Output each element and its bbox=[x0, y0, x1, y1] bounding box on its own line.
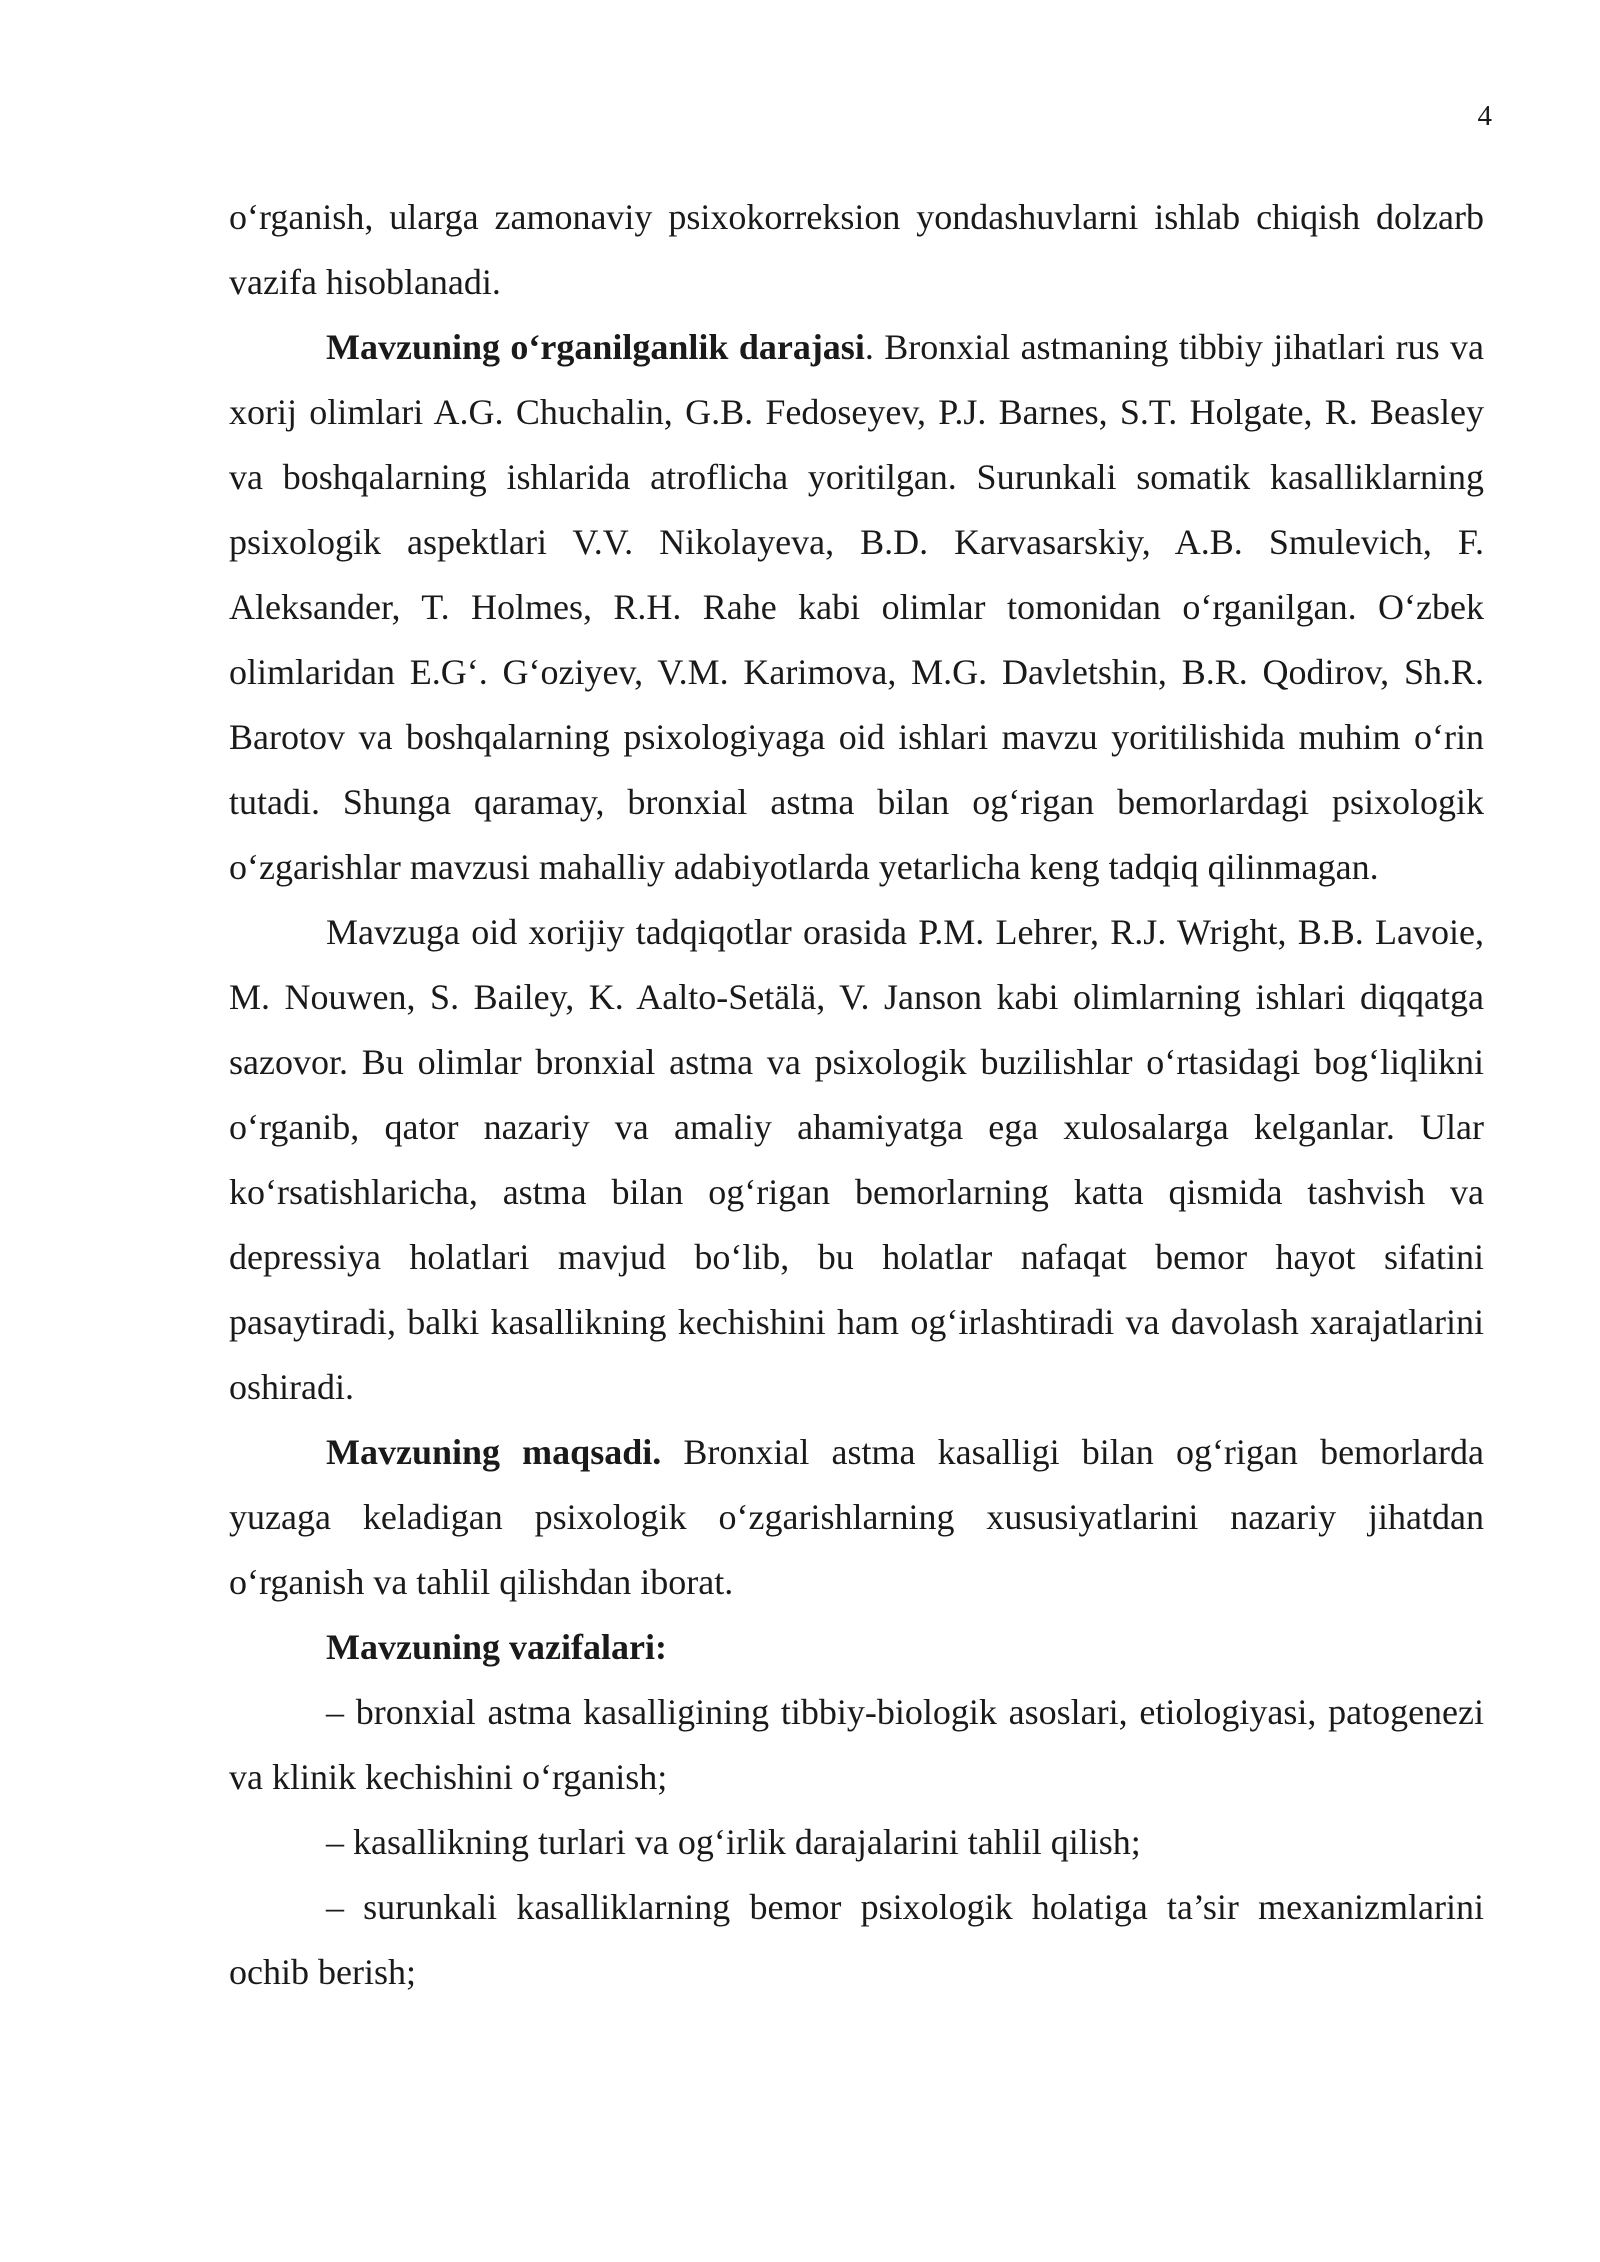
document-body bbox=[229, 185, 1484, 2005]
page-number: 4 bbox=[1477, 100, 1492, 132]
section-heading-tasks: Mavzuning vazifalari: bbox=[326, 1627, 667, 1667]
paragraph-intro-continuation bbox=[229, 185, 1484, 315]
paragraph-tasks-heading bbox=[229, 1615, 1484, 1680]
list-item-task-3: – surunkali kasalliklarning bemor psixologik holatiga ta’sir mexanizmlarini ochib berish; bbox=[229, 1887, 1484, 1992]
list-item-task-2: – kasallikning turlari va og‘irlik darajalarini tahlil qilish; bbox=[326, 1822, 1141, 1862]
section-heading-research-degree: Mavzuning o‘rganilganlik darajasi bbox=[326, 327, 865, 367]
paragraph-text: . Bronxial astmaning tibbiy jihatlari rus va xorij olimlari A.G. Chuchalin, G.B. Fedoseyev, P.J. Barnes, S.T. Holgate, R. Beasley va boshqalarning ishlarida atroflicha yoritilgan. Surunkali somatik kasalliklarning psixologik aspektlari V.V. Nikolayeva, B.D. Karvasarskiy, A.B. Smulevich, F. Aleksander, T. Holmes, R.H. Rahe kabi olimlar tomonidan o‘rganilgan. O‘zbek olimlaridan E.G‘. G‘oziyev, V.M. Karimova, M.G. Davletshin, B.R. Qodirov, Sh.R. Barotov va boshqalarning psixologiyaga oid ishlari mavzu yoritilishida muhim o‘rin tutadi. Shunga qaramay, bronxial astma bilan og‘rigan bemorlardagi psixologik o‘zgarishlar mavzusi mahalliy adabiyotlarda yetarlicha keng tadqiq qilinmagan. bbox=[229, 327, 1484, 887]
section-heading-goal: Mavzuning maqsadi. bbox=[326, 1432, 662, 1472]
paragraph-text: Mavzuga oid xorijiy tadqiqotlar orasida P.M. Lehrer, R.J. Wright, B.B. Lavoie, M. Nouwen, S. Bailey, K. Aalto-Setälä, V. Janson kabi olimlarning ishlari diqqatga sazovor. Bu olimlar bronxial astma va psixologik buzilishlar o‘rtasidagi bog‘liqlikni o‘rganib, qator nazariy va amaliy ahamiyatga ega xulosalarga kelganlar. Ular ko‘rsatishlaricha, astma bilan og‘rigan bemorlarning katta qismida tashvish va depressiya holatlari mavjud bo‘lib, bu holatlar nafaqat bemor hayot sifatini pasaytiradi, balki kasallikning kechishini ham og‘irlashtiradi va davolash xarajatlarini oshiradi. bbox=[229, 912, 1484, 1407]
paragraph-text: Bronxial astma kasalligi bilan og‘rigan bemorlarda yuzaga keladigan psixologik o‘zgarishlarning xususiyatlarini nazariy jihatdan o‘rganish va tahlil qilishdan iborat. bbox=[229, 1432, 1484, 1602]
paragraph-foreign-studies bbox=[229, 900, 1484, 1420]
paragraph-text: o‘rganish, ularga zamonaviy psixokorreksion yondashuvlarni ishlab chiqish dolzarb vazifa hisoblanadi. bbox=[229, 197, 1484, 302]
paragraph-research-degree bbox=[229, 315, 1484, 900]
list-item-task-1: – bronxial astma kasalligining tibbiy-biologik asoslari, etiologiyasi, patogenezi va klinik kechishini o‘rganish; bbox=[229, 1692, 1484, 1797]
paragraph-goal bbox=[229, 1420, 1484, 1615]
